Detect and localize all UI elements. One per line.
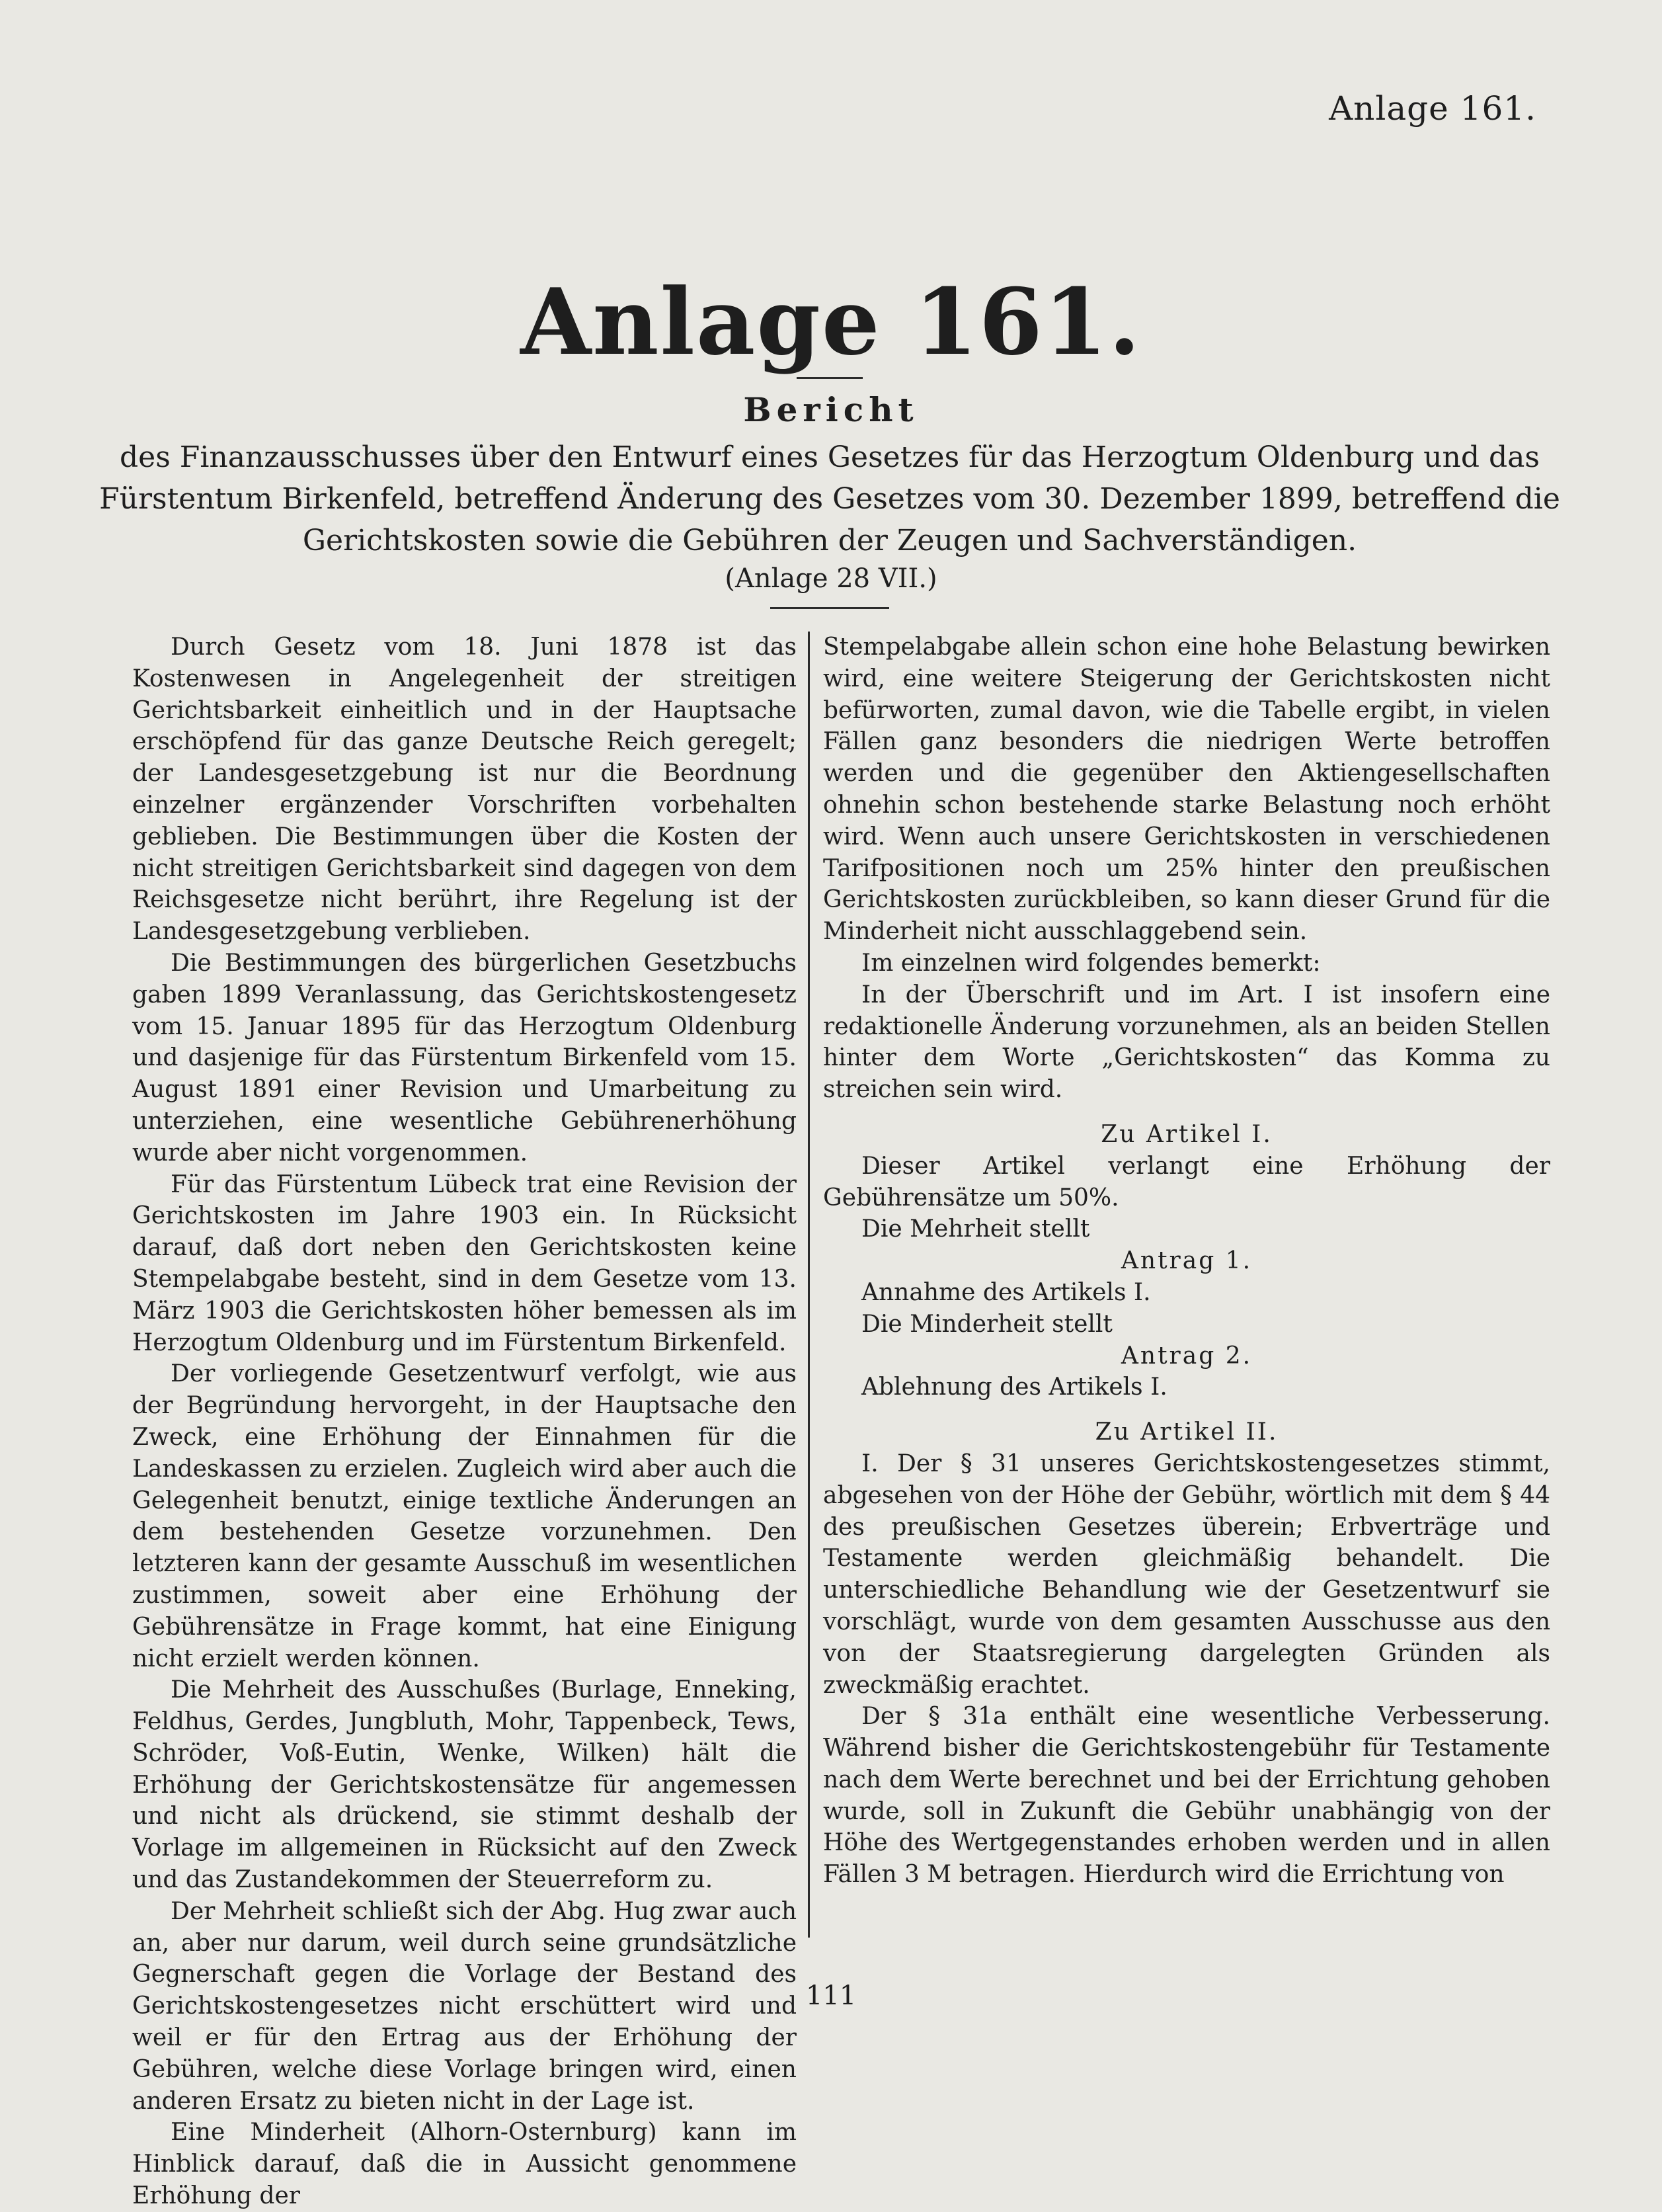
section-heading-article-1: Zu Artikel I. — [1101, 1120, 1273, 1148]
right-paragraph-2: Im einzelnen wird folgendes bemerkt: — [861, 949, 1321, 977]
running-head: Anlage 161. — [1329, 89, 1536, 128]
left-paragraph-1: Durch Gesetz vom 18. Juni 1878 ist das Kostenwesen in Angelegenheit der streitigen Gerichtsbarkeit einheitlich und in der Hauptsache erschöpfend für das ganze Deutsche Reich geregelt; der Landesgesetzgebung ist nur die Beordnung einzelner ergänzender Vorschriften vorbehalten geblieben. Die Bestimmungen über die Kosten der nicht streitigen Gerichtsbarkeit sind dagegen von dem Reichsgesetze nicht berührt, ihre Regelung ist der Landesgesetzgebung verblieben. — [132, 634, 797, 946]
right-paragraph-10: Der § 31a enthält eine wesentliche Verbesserung. Während bisher die Gerichtskostengebühr für Testamente nach dem Werte berechnet und bei der Errichtung gehoben wurde, soll in Zukunft die Gebühr unabhängig von der Höhe des Wertgegenstandes erhoben werden und in allen Fällen 3 M betragen. Hierdurch wird die Errichtung von — [823, 1703, 1550, 1889]
motion-2-heading: Antrag 2. — [1121, 1342, 1253, 1370]
right-paragraph-1: Stempelabgabe allein schon eine hohe Belastung bewirken wird, eine weitere Steigerung der Gerichtskosten nicht befürworten, zumal davon, wie die Tabelle ergibt, in vielen Fällen ganz besonders die niedrigen Werte betroffen werden und die gegenüber den Aktiengesellschaften ohnehin schon bestehende starke Belastung noch erhöht wird. Wenn auch unsere Gerichtskosten in verschiedenen Tarifpositionen noch um 25% hinter den preußischen Gerichtskosten zurückbleiben, so kann dieser Grund für die Minderheit nicht ausschlaggebend sein. — [823, 634, 1550, 946]
left-paragraph-5: Die Mehrheit des Ausschußes (Burlage, Enneking, Feldhus, Gerdes, Jungbluth, Mohr, Tappenbeck, Tews, Schröder, Voß-Eutin, Wenke, Wilken) hält die Erhöhung der Gerichtskostensätze für angemessen und nicht als drückend, sie stimmt deshalb der Vorlage im allgemeinen in Rücksicht auf den Zweck und das Zustandekommen der Steuerreform zu. — [132, 1676, 797, 1894]
right-paragraph-8: Ablehnung des Artikels I. — [861, 1373, 1167, 1401]
right-paragraph-3: In der Überschrift und im Art. I ist insofern eine redaktionelle Änderung vorzunehmen, als an beiden Stellen hinter dem Worte „Gerichtskosten“ das Komma zu streichen sein wird. — [823, 981, 1550, 1104]
right-paragraph-4: Dieser Artikel verlangt eine Erhöhung der Gebührensätze um 50%. — [823, 1152, 1550, 1211]
right-paragraph-9: I. Der § 31 unseres Gerichtskostengesetzes stimmt, abgesehen von der Höhe der Gebühr, wörtlich mit dem § 44 des preußischen Gesetzes überein; Erbverträge und Testamente werden gleichmäßig behandelt. Die unterschiedliche Behandlung wie der Gesetzentwurf sie vorschlägt, wurde von dem gesamten Ausschusse aus den von der Staatsregierung dargelegten Gründen als zweckmäßig erachtet. — [823, 1450, 1550, 1699]
left-paragraph-6: Der Mehrheit schließt sich der Abg. Hug zwar auch an, aber nur darum, weil durch seine grundsätzliche Gegnerschaft gegen die Vorlage der Bestand des Gerichtskostengesetzes nicht erschüttert wird und weil er für den Ertrag aus der Erhöhung der Gebühren, welche diese Vorlage bringen wird, einen anderen Ersatz zu bieten nicht in der Lage ist. — [132, 1897, 797, 2115]
left-paragraph-4: Der vorliegende Gesetzentwurf verfolgt, wie aus der Begründung hervorgeht, in der Hauptsache den Zweck, eine Erhöhung der Einnahmen für die Landeskassen zu erzielen. Zugleich wird aber auch die Gelegenheit benutzt, einige textliche Änderungen an dem bestehenden Gesetze vorzunehmen. Den letzteren kann der gesamte Ausschuß im wesentlichen zustimmen, soweit aber eine Erhöhung der Gebührensätze in Frage kommt, hat eine Einigung nicht erzielt werden können. — [132, 1360, 797, 1672]
left-column — [132, 632, 797, 2212]
left-paragraph-2: Die Bestimmungen des bürgerlichen Gesetzbuchs gaben 1899 Veranlassung, das Gerichtskostengesetz vom 15. Januar 1895 für das Herzogtum Oldenburg und dasjenige für das Fürstentum Birkenfeld vom 15. August 1891 einer Revision und Umarbeitung zu unterziehen, eine wesentliche Gebührenerhöhung wurde aber nicht vorgenommen. — [132, 949, 797, 1167]
page-title: Anlage 161. — [520, 268, 1142, 376]
right-paragraph-5: Die Mehrheit stellt — [861, 1215, 1090, 1243]
page-number: 111 — [805, 1981, 857, 2011]
report-heading: Bericht — [743, 390, 919, 429]
right-column — [823, 632, 1550, 1891]
report-subtitle: des Finanzausschusses über den Entwurf eines Gesetzes für das Herzogtum Oldenburg und das Fürstentum Birkenfeld, betreffend Änderung des Gesetzes vom 30. Dezember 1899, betreffend die Gerichtskosten sowie die Gebühren der Zeugen und Sachverständigen. — [99, 440, 1560, 557]
column-divider — [808, 632, 810, 1938]
right-paragraph-6: Annahme des Artikels I. — [861, 1278, 1151, 1306]
left-paragraph-3: Für das Fürstentum Lübeck trat eine Revision der Gerichtskosten im Jahre 1903 ein. In Rücksicht darauf, daß dort neben den Gerichtskosten keine Stempelabgabe besteht, sind in dem Gesetze vom 13. März 1903 die Gerichtskosten höher bemessen als im Herzogtum Oldenburg und im Fürstentum Birkenfeld. — [132, 1170, 797, 1356]
right-paragraph-7: Die Minderheit stellt — [861, 1310, 1113, 1338]
section-heading-article-2: Zu Artikel II. — [1095, 1418, 1279, 1446]
left-paragraph-7: Eine Minderheit (Alhorn-Osternburg) kann im Hinblick darauf, daß die in Aussicht genommene Erhöhung der — [132, 2119, 797, 2210]
annex-reference: (Anlage 28 VII.) — [725, 563, 937, 594]
subtitle-rule — [770, 607, 889, 609]
title-rule — [797, 377, 863, 379]
motion-1-heading: Antrag 1. — [1121, 1247, 1253, 1275]
